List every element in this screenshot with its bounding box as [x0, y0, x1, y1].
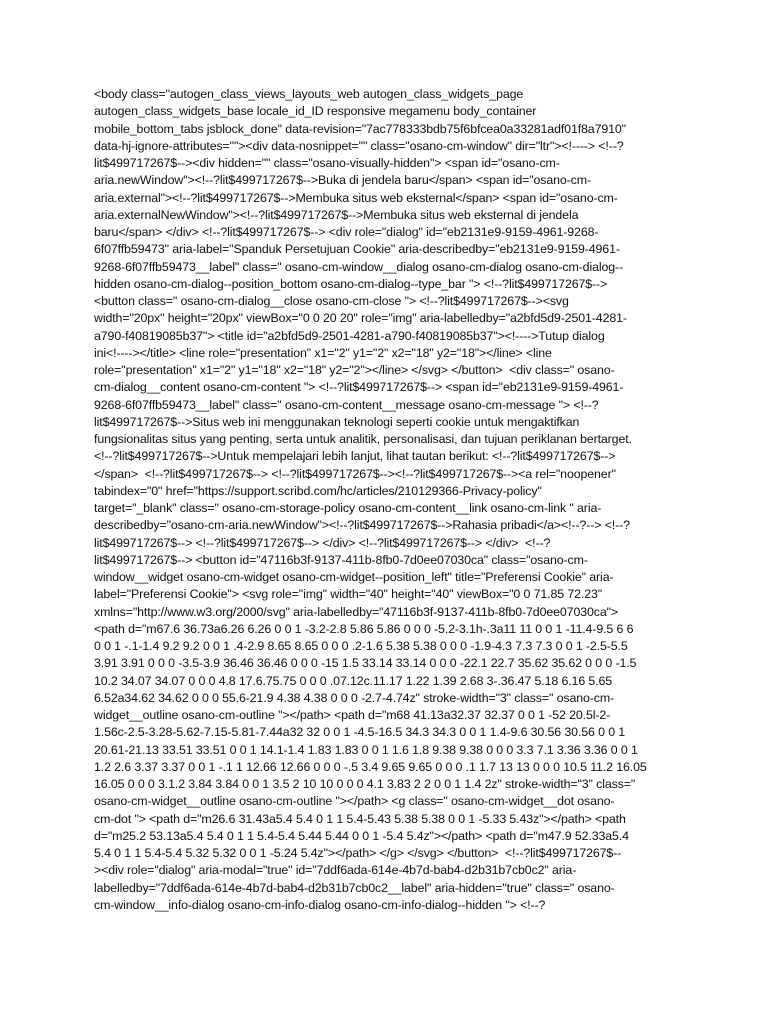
document-body-text: <body class="autogen_class_views_layouts_web autogen_class_widgets_page autogen_class_widgets_base locale_id_ID responsive megamenu body_container mobile_bottom_tabs jsblock_done" data-revision="7ac778333bdb75f6bfcea0a33281adf01f8a7910" data-hj-ignore-attributes=""><div data-nosnippet="" class="osano-cm-window" dir="ltr"><!----> <!--? lit$499717267$--><div hidden="" class="osano-visually-hidden"> <span id="osano-cm- aria.newWindow"><!--?lit$499717267$-->Buka di jendela baru</span> <span id="osano-cm- aria.external"><!--?lit$499717267$-->Membuka situs web eksternal</span> <span id="osano-cm- aria.externalNewWindow"><!--?lit$499717267$-->Membuka situs web eksternal di jendela baru</span> </div> <!--?lit$499717267$--> <div role="dialog" id="eb2131e9-9159-4961-9268- 6f07ffb59473" aria-label="Spanduk Persetujuan Cookie" aria-describedby="eb2131e9-9159-4961- 9268-6f07ffb59473__label" class=" osano-cm-window__dialog osano-cm-dialog osano-cm-dialog-- hidden osano-cm-dialog--position_bottom osano-cm-dialog--type_bar "> <!--?lit$499717267$--> <button class=" osano-cm-dialog__close osano-cm-close "> <!--?lit$499717267$--><svg width="20px" height="20px" viewBox="0 0 20 20" role="img" aria-labelledby="a2bfd5d9-2501-4281- a790-f40819085b37"> <title id="a2bfd5d9-2501-4281-a790-f40819085b37"><!---->Tutup dialog ini<!----></title> <line role="presentation" x1="2" y1="2" x2="18" y2="18"></line> <line role="presentation" x1="2" y1="18" x2="18" y2="2"></line> </svg> </button> <div class=" osano- cm-dialog__content osano-cm-content "> <!--?lit$499717267$--> <span id="eb2131e9-9159-4961- 9268-6f07ffb59473__label" class=" osano-cm-content__message osano-cm-message "> <!--? lit$499717267$-->Situs web ini menggunakan teknologi seperti cookie untuk mengaktifkan fungsionalitas situs yang penting, serta untuk analitik, personalisasi, dan tujuan periklanan bertarget. <!--?lit$499717267$-->Untuk mempelajari lebih lanjut, lihat tautan berikut: <!--?lit$499717267$--> </span> <!--?lit$499717267$--> <!--?lit$499717267$--><!--?lit$499717267$--><a rel="noopener" tabindex="0" href="https://support.scribd.com/hc/articles/210129366-Privacy-policy" target="_blank" class=" osano-cm-storage-policy osano-cm-content__link osano-cm-link " aria- describedby="osano-cm-aria.newWindow"><!--?lit$499717267$-->Rahasia pribadi</a><!--?--> <!--? lit$499717267$--> <!--?lit$499717267$--> </div> <!--?lit$499717267$--> </div> <!--? lit$499717267$--> <button id="47116b3f-9137-411b-8fb0-7d0ee07030ca" class="osano-cm- window__widget osano-cm-widget osano-cm-widget--position_left" title="Preferensi Cookie" aria- label="Preferensi Cookie"> <svg role="img" width="40" height="40" viewBox="0 0 71.85 72.23" xmlns="http://www.w3.org/2000/svg" aria-labelledby="47116b3f-9137-411b-8fb0-7d0ee07030ca"> <path d="m67.6 36.73a6.26 6.26 0 0 1 -3.2-2.8 5.86 5.86 0 0 0 -5.2-3.1h-.3a11 11 0 0 1 -11.4-9.5 6 6 0 0 1 -.1-1.4 9.2 9.2 0 0 1 .4-2.9 8.65 8.65 0 0 0 .2-1.6 5.38 5.38 0 0 0 -1.9-4.3 7.3 7.3 0 0 1 -2.5-5.5 3.91 3.91 0 0 0 -3.5-3.9 36.46 36.46 0 0 0 -15 1.5 33.14 33.14 0 0 0 -22.1 22.7 35.62 35.62 0 0 0 -1.5 10.2 34.07 34.07 0 0 0 4.8 17.6.75.75 0 0 0 .07.12c.11.17 1.22 1.39 2.68 3-.36.47 5.18 6.16 5.65 6.52a34.62 34.62 0 0 0 55.6-21.9 4.38 4.38 0 0 0 -2.7-4.74z" stroke-width="3" class=" osano-cm- widget__outline osano-cm-outline "></path> <path d="m68 41.13a32.37 32.37 0 0 1 -52 20.5l-2- 1.56c-2.5-3.28-5.62-7.15-5.81-7.44a32 32 0 0 1 -4.5-16.5 34.3 34.3 0 0 1 1.4-9.6 30.56 30.56 0 0 1 20.61-21.13 33.51 33.51 0 0 1 14.1-1.4 1.83 1.83 0 0 1 1.6 1.8 9.38 9.38 0 0 0 3.3 7.1 3.36 3.36 0 0 1 1.2 2.6 3.37 3.37 0 0 1 -.1 1 12.66 12.66 0 0 0 -.5 3.4 9.65 9.65 0 0 0 .1 1.7 13 13 0 0 0 10.5 11.2 16.05 16.05 0 0 0 3.1.2 3.84 3.84 0 0 1 3.5 2 10 10 0 0 0 4.1 3.83 2 2 0 0 1 1.4 2z" stroke-width="3" class=" osano-cm-widget__outline osano-cm-outline "></path> <g class=" osano-cm-widget__dot osano- cm-dot "> <path d="m26.6 31.43a5.4 5.4 0 1 1 5.4-5.43 5.38 5.38 0 0 1 -5.33 5.43z"></path> <path d="m25.2 53.13a5.4 5.4 0 1 1 5.4-5.4 5.44 5.44 0 0 1 -5.4 5.4z"></path> <path d="m47.9 52.33a5.4 5.4 0 1 1 5.4-5.4 5.32 5.32 0 0 1 -5.24 5.4z"></path> </g> </svg> </button> <!--?lit$499717267$-- ><div role="dialog" aria-modal="true" id="7ddf6ada-614e-4b7d-bab4-d2b31b7cb0c2" aria- labelledby="7ddf6ada-614e-4b7d-bab4-d2b31b7cb0c2__label" aria-hidden="true" class=" osano- cm-window__info-dialog osano-cm-info-dialog osano-cm-info-dialog--hidden "> <!--?: [94, 87, 647, 912]
